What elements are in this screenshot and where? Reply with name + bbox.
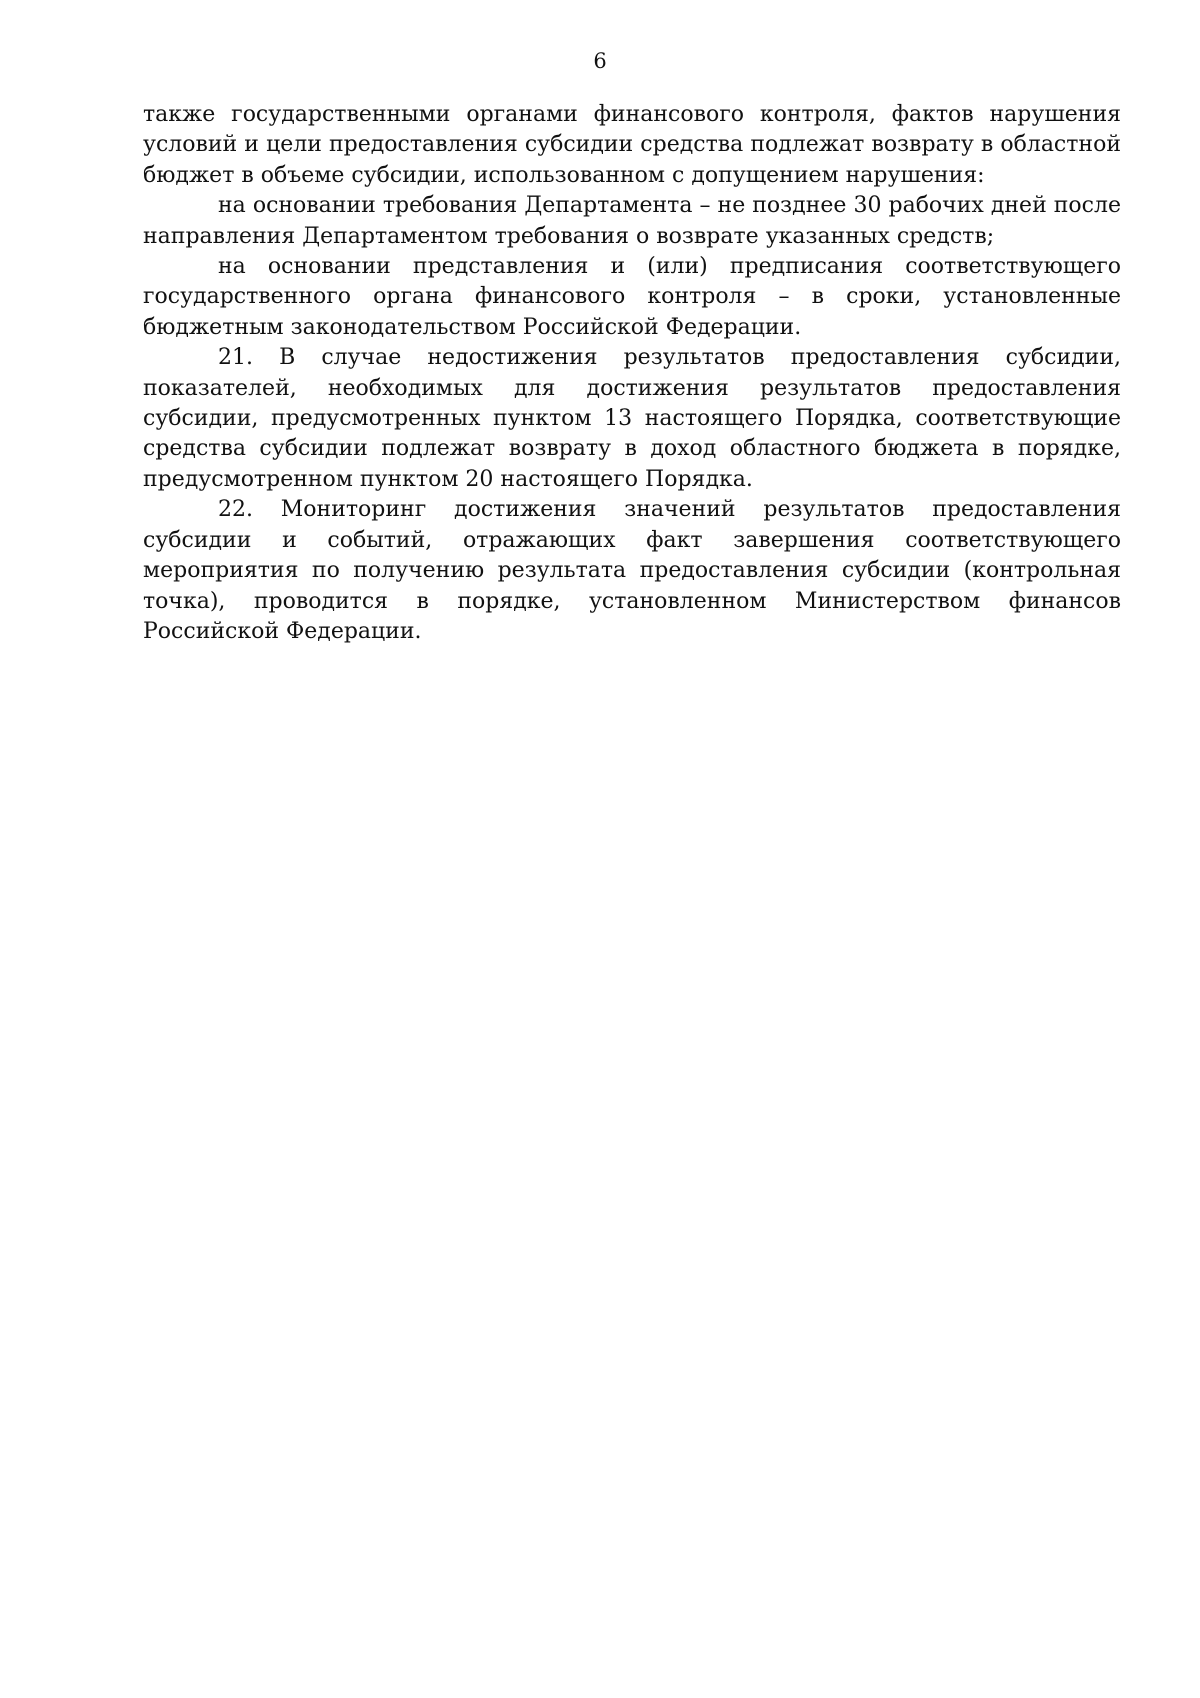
paragraph-continuation: также государственными органами финансового контроля, фактов нарушения условий и цели предоставления субсидии средства подлежат возврату в областной бюджет в объеме субсидии, использованном с допущением нарушения: [143,102,1121,188]
document-body [143,100,1121,647]
page-number: 6 [593,49,607,73]
paragraph-item-22: 22. Мониторинг достижения значений результатов предоставления субсидии и событий, отражающих факт завершения соответствующего мероприятия по получению результата предоставления субсидии (контрольная точка), проводится в порядке, установленном Министерством финансов Российской Федерации. [143,497,1121,644]
paragraph-item-21: 21. В случае недостижения результатов предоставления субсидии, показателей, необходимых для достижения результатов предоставления субсидии, предусмотренных пунктом 13 настоящего Порядка, соответствующие средства субсидии подлежат возврату в доход областного бюджета в порядке, предусмотренном пунктом 20 настоящего Порядка. [143,345,1121,492]
paragraph-financial-control: на основании представления и (или) предписания соответствующего государственного органа финансового контроля – в сроки, установленные бюджетным законодательством Российской Федерации. [143,254,1121,340]
paragraph-department-demand: на основании требования Департамента – не позднее 30 рабочих дней после направления Департаментом требования о возврате указанных средств; [143,193,1121,249]
